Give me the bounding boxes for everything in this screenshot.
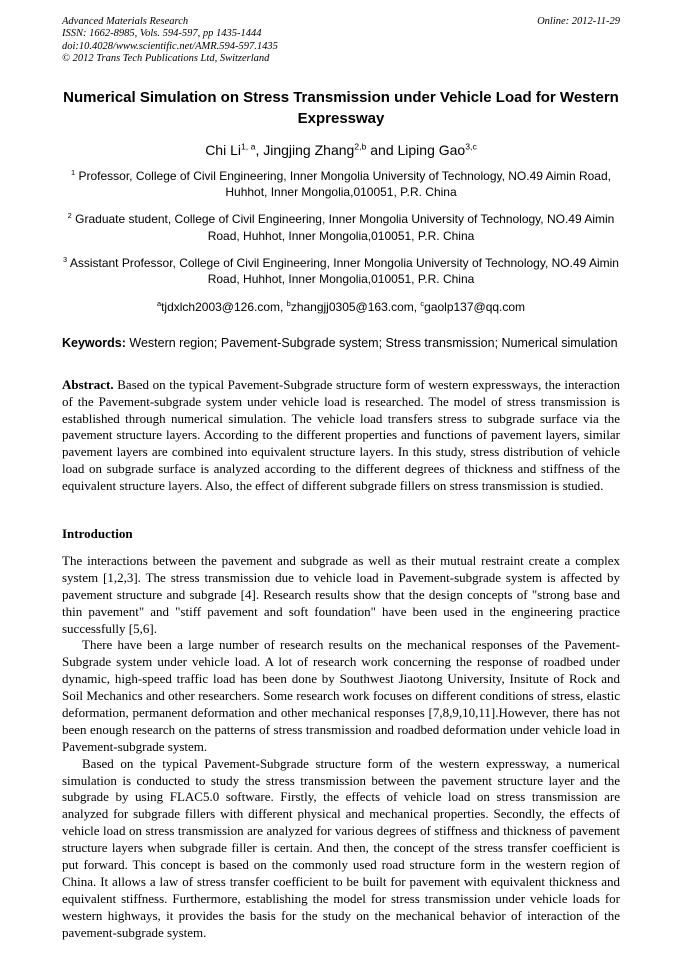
copyright-line: © 2012 Trans Tech Publications Ltd, Switzerland [62,53,270,65]
author-name: Liping Gao [397,141,466,158]
email-separator: , [280,300,287,315]
email-address: zhangjj0305@163.com [290,300,414,315]
paper-title: Numerical Simulation on Stress Transmission under Vehicle Load for Western Expressway [63,88,619,127]
keywords-line [62,335,620,353]
intro-paragraph-2: There have been a large number of research results on the mechanical responses of the Pavement-Subgrade system under vehicle load. A lot of research work concerning the response of roadbed under dynamic, high-speed traffic load has been done by Southwest Jiaotong University, Insitute of Rock and Soil Mechanics and other researchers. Some research work focuses on different conditions of stress, elastic deformation, permanent deformation and other mechanical responses [7,8,9,10,11].However, there has not been enough research on the patterns of stress transmission and roadbed deformation under vehicle load in Pavement-subgrade system. [62,637,620,754]
email-superscript: c [420,299,425,309]
affiliation-superscript: 3 [63,254,68,264]
issn-line: ISSN: 1662-8985, Vols. 594-597, pp 1435-1444 [62,28,262,40]
journal-header-row [62,16,620,28]
author [263,142,397,158]
intro-paragraph-3: Based on the typical Pavement-Subgrade structure form of the western expressway, a numerical simulation is conducted to study the stress transmission between the pavement structure layer and the subgrade by using FLAC5.0 software. Firstly, the effects of vehicle load on stress transmission are analyzed for subgrade fillers with different physical and mechanical properties. Secondly, the effects of vehicle load on stress transmission are analyzed for various degrees of stiffness and thickness of pavement structure layers when subgrade filler is certain. And then, the concept of the stress transfer coefficient is put forward. This concept is based on the commonly used road structure form in the western region of China. It allows a law of stress transfer coefficient to be built for pavement with equivalent thickness and equivalent stiffness. Furthermore, establishing the model for stress transmission under vehicle loads for western highways, it provides the basis for the study on the mechanical behavior of interaction of the pavement-subgrade system. [62,755,620,940]
journal-name: Advanced Materials Research [62,16,189,27]
author-name: Chi Li [205,141,241,158]
email [420,300,525,314]
email [287,300,421,314]
author-separator: , [255,141,264,158]
authors-line [62,142,620,158]
email [157,300,287,314]
email-separator: , [413,300,421,315]
affiliation-text: Assistant Professor, College of Civil Engineering, Inner Mongolia University of Technology, NO.49 Aimin Road, Huhhot, Inner Mongolia,010051, P.R. China [69,255,619,287]
abstract-label: Abstract. [62,376,114,392]
email-superscript: a [156,299,162,309]
author-name: Jingjing Zhang [263,141,355,158]
emails-line [62,300,620,314]
affiliation-superscript: 1 [71,167,76,177]
author [398,142,477,158]
affiliation-1 [62,168,620,202]
abstract-paragraph [62,377,620,495]
affiliation-text: Professor, College of Civil Engineering, Inner Mongolia University of Technology, NO.49 Aimin Road, Huhhot, Inner Mongolia,010051, P.R. China [78,168,611,200]
email-superscript: b [286,299,291,309]
online-date: Online: 2012-11-29 [537,16,620,27]
intro-paragraph-1: The interactions between the pavement and subgrade as well as their mutual restraint create a complex system [1,2,3]. The stress transmission due to vehicle load in Pavement-subgrade system is affected by pavement structure and subgrade [4]. Research results show that the design concepts of "strong base and thin pavement" and "stiff pavement and soft foundation" have been used in the engineering practice successfully [5,6]. [62,553,620,636]
keywords-text: Western region; Pavement-Subgrade system; Stress transmission; Numerical simulation [129,336,618,351]
author-superscript: 2,b [354,140,367,151]
author-separator: and [366,141,398,158]
author-superscript: 3,c [465,140,477,151]
abstract-text: Based on the typical Pavement-Subgrade structure form of western expressways, the interaction of the Pavement-subgrade system under vehicle load is researched. The model of stress transmission is established through numerical simulation. The vehicle load transfers stress to subgrade surface via the pavement structure layers. According to the different properties and functions of pavement layers, similar pavement layers are combined into equivalent structure layers. In this study, stress distribution of vehicle load on subgrade surface is analyzed according to the different degrees of thickness and stiffness of the equivalent structure layers. Also, the effect of different subgrade fillers on stress transmission is studied. [62,376,621,494]
email-address: tjdxlch2003@126.com [161,300,280,315]
author-superscript: 1, a [240,140,256,151]
affiliation-text: Graduate student, College of Civil Engineering, Inner Mongolia University of Technology, NO.49 Aimin Road, Huhhot, Inner Mongolia,010051, P.R. China [75,212,615,243]
journal-header [62,16,620,66]
keywords-label: Keywords: [62,336,126,351]
author [205,142,263,158]
affiliation-superscript: 2 [67,211,72,221]
affiliation-3 [62,255,620,289]
section-heading-introduction: Introduction [62,526,133,542]
affiliation-2 [62,211,620,245]
doi-line: doi:10.4028/www.scientific.net/AMR.594-597.1435 [62,40,278,52]
email-address: gaolp137@qq.com [424,300,526,315]
